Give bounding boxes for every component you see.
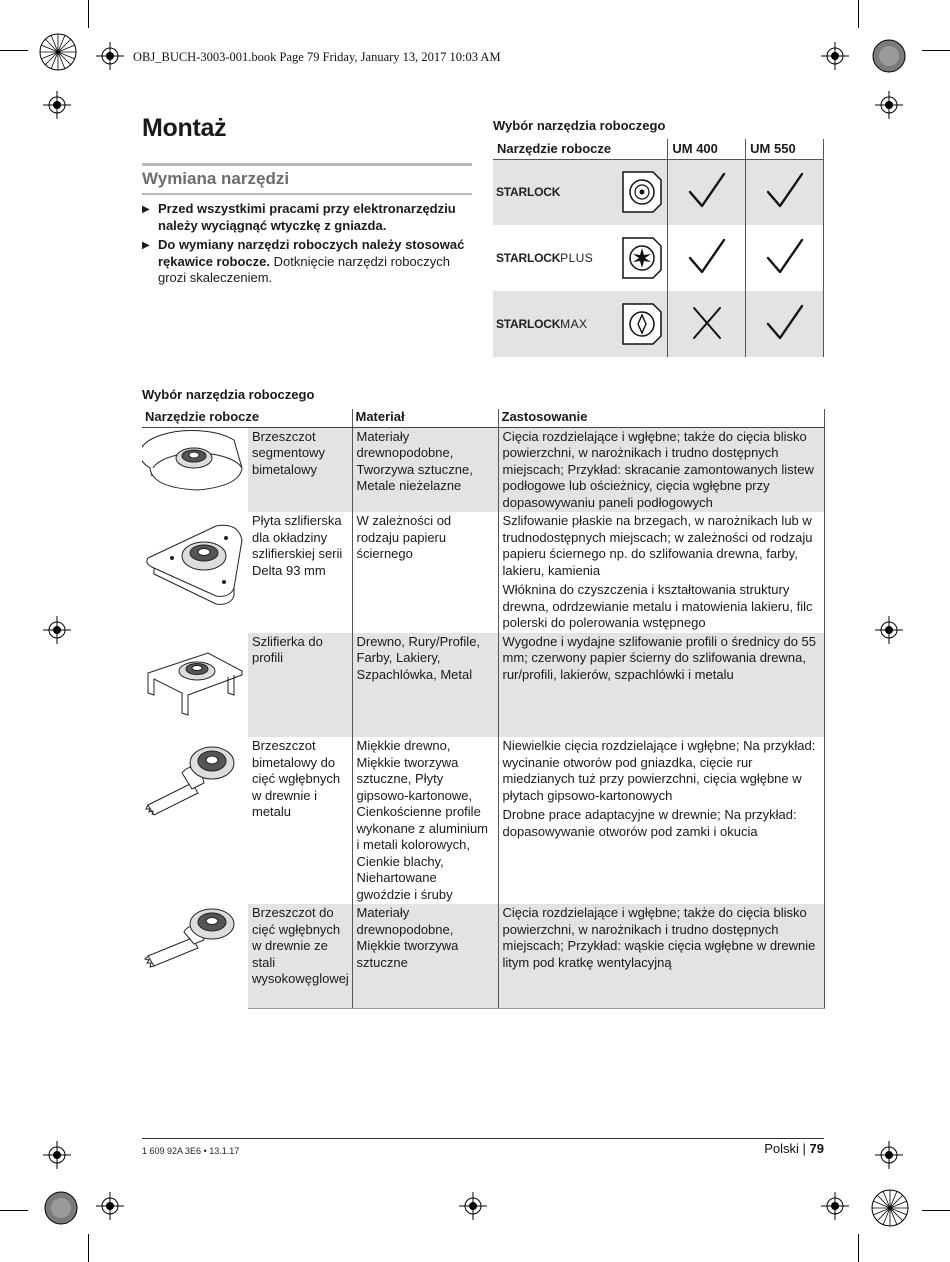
starlock-logo	[493, 185, 560, 199]
registration-crosshair-icon	[821, 42, 849, 70]
tool-name-cell: Płyta szlifierska dla okładziny szlifierskiej serii Delta 93 mm	[252, 513, 343, 578]
tool-image-cell	[142, 904, 248, 1009]
segment-saw-blade-icon	[142, 428, 248, 500]
tool-application-cell	[498, 737, 824, 904]
tools-header-tool: Narzędzie robocze	[142, 409, 352, 427]
compat-header-um400: UM 400	[668, 139, 746, 159]
check-icon	[764, 170, 806, 212]
page-number: 79	[809, 1141, 824, 1156]
application-paragraph: Cięcia rozdzielające i wgłębne; także do cięcia blisko powierzchni, w narożnikach i trudno dostępnych miejscach; Przykład: wąskie cięcia wgłębne w drewnie litym pod kratkę wentylacyjną	[502, 905, 816, 970]
registration-crosshair-icon	[875, 1141, 903, 1169]
section-rule-bottom	[142, 193, 472, 195]
tool-name-cell: Brzeszczot bimetalowy do cięć wgłębnych w drewnie i metalu	[252, 738, 341, 819]
registration-crosshair-icon	[96, 42, 124, 70]
bullet-triangle-icon: ▶	[142, 204, 150, 215]
trim-line	[0, 1210, 28, 1211]
registration-crosshair-icon	[821, 1192, 849, 1220]
footer-rule	[142, 1138, 824, 1139]
application-paragraph: Szlifowanie płaskie na brzegach, w narożnikach lub w trudnodostępnych miejscach; w zależności od rodzaju papieru ściernego np. do szlifowania drewna, farby, lakieru, kamienia	[502, 513, 813, 578]
registration-crosshair-icon	[459, 1192, 487, 1220]
tool-material-cell: Materiały drewnopodobne, Miękkie tworzywa sztuczne	[352, 904, 498, 1009]
tools-header-application: Zastosowanie	[498, 409, 824, 427]
tools-table	[142, 409, 825, 1009]
check-icon	[764, 236, 806, 278]
tool-material-cell: Drewno, Rury/Profile, Farby, Lakiery, Szpachlówka, Metal	[352, 633, 498, 738]
tool-row	[142, 904, 824, 1009]
compat-um400-cell	[668, 159, 746, 225]
check-icon	[686, 170, 728, 212]
check-icon	[686, 236, 728, 278]
brand-suffix: MAX	[560, 317, 588, 331]
compat-header-um550: UM 550	[746, 139, 824, 159]
compat-row	[493, 159, 824, 225]
tool-name-cell: Brzeszczot segmentowy bimetalowy	[248, 427, 352, 512]
compat-row	[493, 225, 824, 291]
trim-line	[0, 50, 28, 51]
compat-row	[493, 291, 824, 357]
trim-line	[922, 50, 950, 51]
bullet-triangle-icon: ▶	[142, 240, 150, 251]
application-paragraph: Cięcia rozdzielające i wgłębne; także do cięcia blisko powierzchni, w narożnikach i trudno dostępnych miejscach; Przykład: skracanie zamontowanych listew podłogowe lub ościeżnicy, cięcia wgłębne przy dopasowywaniu paneli podłogowych	[502, 428, 814, 510]
compat-header-row	[493, 139, 824, 159]
tool-row	[142, 633, 824, 738]
compat-tool-cell	[493, 291, 668, 357]
trim-line	[858, 1234, 859, 1262]
page-title: Montaż	[142, 114, 227, 142]
book-header-line: OBJ_BUCH-3003-001.book Page 79 Friday, January 13, 2017 10:03 AM	[133, 50, 501, 64]
tool-row	[142, 427, 824, 512]
compat-um400-cell	[668, 225, 746, 291]
starlock-max-mount-icon	[619, 300, 663, 348]
registration-crosshair-icon	[96, 1192, 124, 1220]
tool-row	[142, 737, 824, 904]
application-paragraph: Włóknina do czyszczenia i kształtowania struktury drewna, odrdzewianie metalu i matowienia lakieru, filc polerski do polerowania wstępnego	[502, 582, 813, 630]
bullet-text	[142, 201, 474, 234]
section-rule-top	[142, 163, 472, 166]
bullet-text	[142, 237, 474, 287]
starlock-plus-logo	[493, 251, 593, 265]
bullet-bold-text: Przed wszystkimi pracami przy elektronarzędziu należy wyciągnąć wtyczkę z gniazda.	[158, 201, 456, 233]
footer-language: Polski	[764, 1141, 799, 1156]
section-title: Wymiana narzędzi	[142, 169, 290, 188]
bullet-item	[142, 201, 474, 234]
profile-sander-icon	[142, 633, 248, 733]
footer-separator: |	[802, 1141, 806, 1156]
application-paragraph: Niewielkie cięcia rozdzielające i wgłębne; Na przykład: wycinanie otworów pod gniazdka, cięcie rur miedzianych tuż przy powierzchni, cięcia wgłębne w płytach gipsowo-kartonowych	[502, 738, 816, 803]
registration-starburst-icon	[870, 1188, 910, 1228]
tool-application-cell	[498, 427, 824, 512]
tool-application-cell	[498, 904, 824, 1009]
compat-um550-cell	[746, 291, 824, 357]
delta-sanding-plate-icon	[142, 512, 248, 622]
tool-material-cell: Materiały drewnopodobne, Tworzywa sztuczne, Metale nieżelazne	[352, 427, 498, 512]
compat-tool-cell	[493, 159, 668, 225]
brand-name: STARLOCK	[496, 251, 561, 265]
compat-table	[493, 139, 824, 357]
tools-header-row	[142, 409, 824, 427]
trim-line	[88, 1234, 89, 1262]
tools-header-material: Materiał	[352, 409, 498, 427]
tool-image-cell	[142, 633, 248, 738]
trim-line	[858, 0, 859, 28]
compat-tool-cell	[493, 225, 668, 291]
tool-row	[142, 512, 824, 633]
trim-line	[922, 1210, 950, 1211]
starlock-max-logo	[493, 317, 587, 331]
tool-application-cell	[498, 633, 824, 738]
brand-suffix: PLUS	[560, 251, 594, 265]
registration-gray-disc-icon	[871, 38, 907, 74]
starlock-mount-icon	[619, 168, 663, 216]
bullet-item	[142, 237, 474, 287]
plunge-cut-blade-hcs-icon	[142, 904, 248, 1004]
brand-name: STARLOCK	[496, 185, 561, 200]
registration-crosshair-icon	[43, 1141, 71, 1169]
footer-document-code: 1 609 92A 3E6 • 13.1.17	[142, 1146, 240, 1156]
compat-header-tool: Narzędzie robocze	[493, 139, 668, 159]
compat-um550-cell	[746, 225, 824, 291]
registration-crosshair-icon	[875, 616, 903, 644]
tool-material-cell: Miękkie drewno, Miękkie tworzywa sztuczne, Płyty gipsowo-kartonowe, Cienkościenne profile wykonane z aluminium i metali kolorowych, Cienkie blachy, Niehartowane gwoździe i śruby	[352, 737, 498, 904]
registration-gray-disc-icon	[43, 1190, 79, 1226]
compat-um550-cell	[746, 159, 824, 225]
tool-name-cell: Szlifierka do profili	[248, 633, 352, 738]
tool-image-cell	[142, 427, 248, 512]
compat-table-caption: Wybór narzędzia roboczego	[493, 118, 666, 133]
registration-crosshair-icon	[875, 91, 903, 119]
cross-icon	[686, 302, 728, 344]
plunge-cut-blade-bim-icon	[142, 737, 248, 827]
brand-name: STARLOCK	[496, 317, 561, 331]
application-paragraph: Wygodne i wydajne szlifowanie profili o średnicy do 55 mm; czerwony papier ścierny do szlifowania drewna, rur/profili, lakierów, szpachlówki i metalu	[502, 633, 816, 682]
bullet-bold-text: Do wymiany narzędzi roboczych należy stosować rękawice robocze.	[158, 237, 465, 269]
compat-um400-cell	[668, 291, 746, 357]
registration-crosshair-icon	[43, 91, 71, 119]
check-icon	[764, 302, 806, 344]
tool-material-cell: W zależności od rodzaju papieru ściernego	[352, 512, 498, 633]
tool-application-cell	[498, 512, 824, 633]
tools-table-caption: Wybór narzędzia roboczego	[142, 387, 315, 402]
tool-image-cell	[142, 512, 248, 633]
registration-starburst-icon	[38, 32, 78, 72]
bullet-normal-text: Dotknięcie narzędzi roboczych grozi skaleczeniem.	[158, 253, 450, 285]
trim-line	[88, 0, 89, 28]
footer-page-indicator	[764, 1141, 824, 1156]
starlock-plus-mount-icon	[619, 234, 663, 282]
application-paragraph: Drobne prace adaptacyjne w drewnie; Na przykład: dopasowywanie otworów pod zamki i okucia	[502, 807, 797, 839]
tool-image-cell	[142, 737, 248, 904]
registration-crosshair-icon	[43, 616, 71, 644]
tool-name-cell: Brzeszczot do cięć wgłębnych w drewnie ze stali wysokowęglowej	[248, 904, 352, 1009]
